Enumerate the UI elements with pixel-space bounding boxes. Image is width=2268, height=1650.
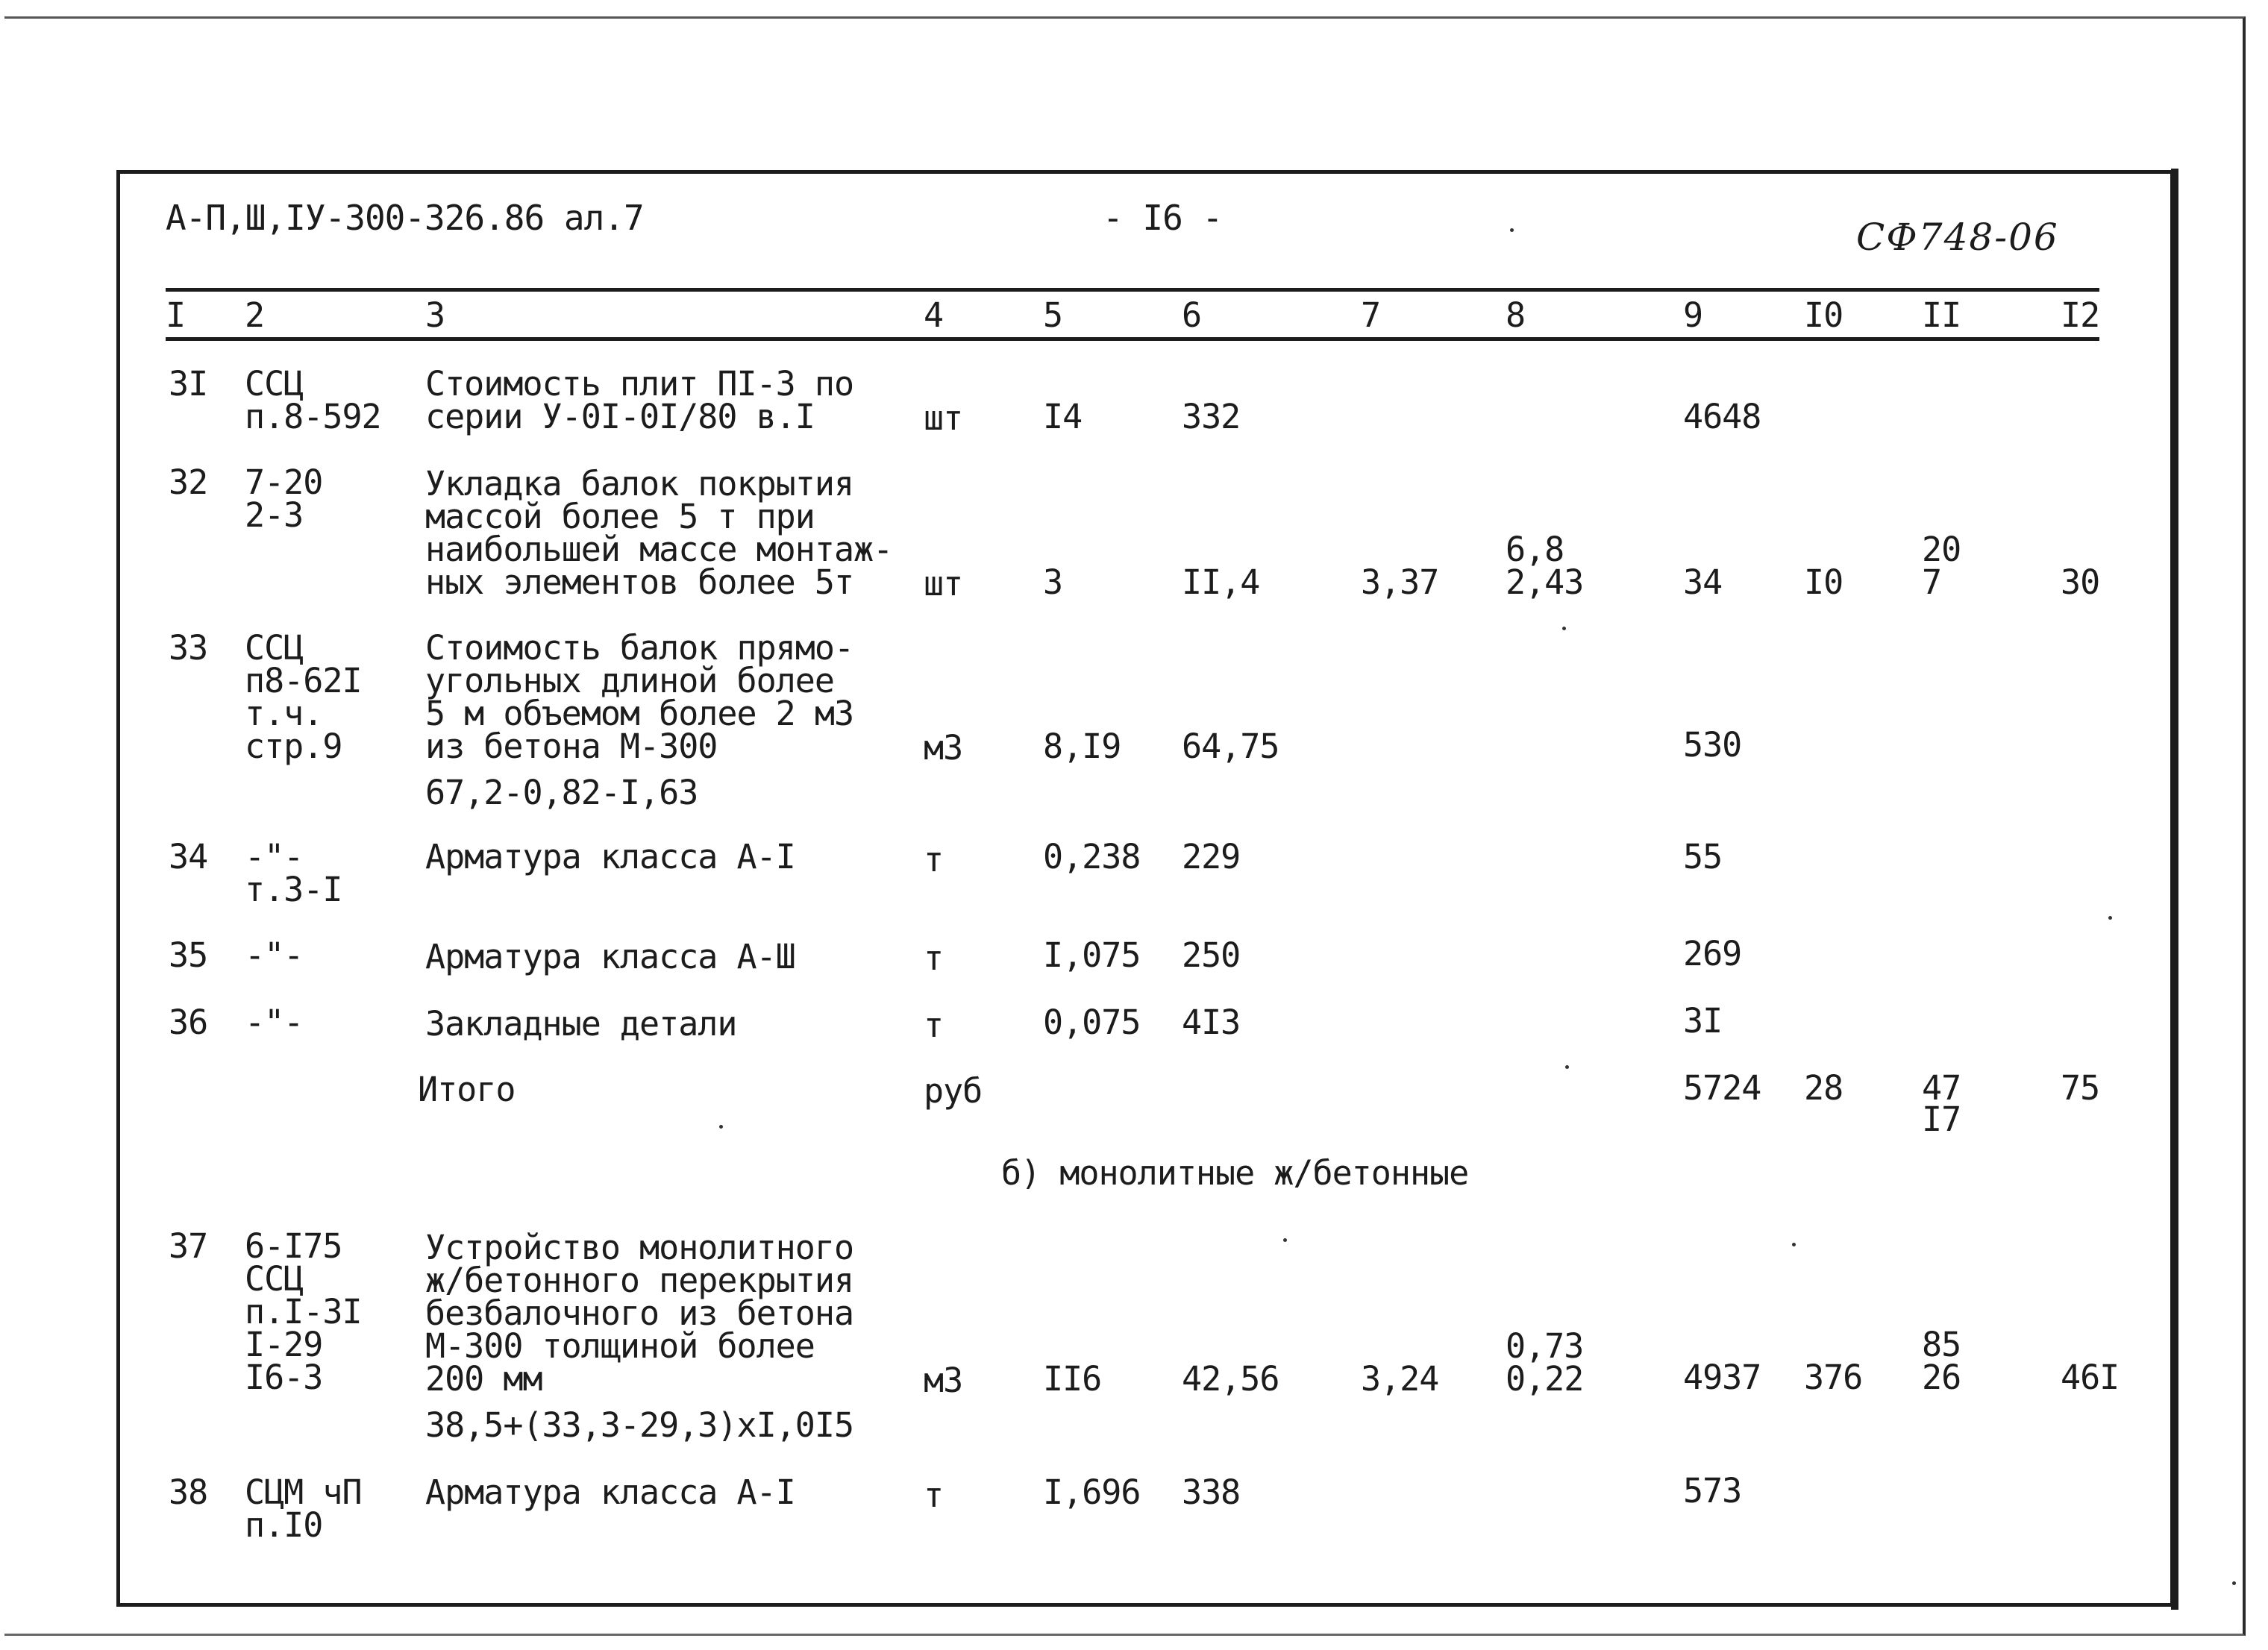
quantity: I,696 — [1043, 1472, 1141, 1512]
total-cost: 530 — [1683, 725, 1742, 765]
calculation-formula: 67,2-0,82-I,63 — [425, 773, 698, 812]
total-cost: 5724 — [1683, 1068, 1761, 1108]
work-description: наибольшей массе монтаж- — [425, 530, 893, 569]
scan-speck — [2232, 1581, 2236, 1585]
rate-code: -"- — [245, 935, 304, 975]
row-number: 32 — [169, 462, 208, 502]
column-11-value: I7 — [1922, 1100, 1961, 1139]
work-description: серии У-0I-0I/80 в.I — [425, 397, 815, 436]
unit: шт — [924, 398, 963, 438]
rate-code: ССЦ — [245, 1259, 304, 1299]
row-number: 37 — [169, 1226, 208, 1266]
unit-price: 4I3 — [1182, 1003, 1241, 1042]
rate-code: I6-3 — [245, 1358, 323, 1397]
rate-code: т.3-I — [245, 870, 342, 909]
work-description: из бетона М-300 — [425, 727, 718, 766]
column-header: 8 — [1506, 295, 1526, 335]
work-description: Укладка балок покрытия — [425, 464, 854, 504]
unit: шт — [924, 564, 963, 603]
unit-price: 250 — [1182, 935, 1241, 975]
column-11-value: 47 — [1922, 1068, 1961, 1108]
rate-code: ССЦ — [245, 364, 304, 404]
rate-code: п.I0 — [245, 1505, 323, 1545]
total-cost: 4937 — [1683, 1358, 1761, 1397]
calculation-formula: 38,5+(33,3-29,3)хI,0I5 — [425, 1405, 854, 1445]
total-cost: 55 — [1683, 837, 1723, 876]
unit-price: II,4 — [1182, 562, 1260, 602]
total-cost: 4648 — [1683, 397, 1761, 436]
quantity: II6 — [1043, 1359, 1102, 1399]
frame-shadow-edge — [2171, 169, 2178, 1610]
rate-code: 6-I75 — [245, 1226, 342, 1266]
table-header-rule — [166, 337, 2099, 341]
unit: т — [924, 938, 944, 978]
work-description: массой более 5 т при — [425, 497, 815, 536]
rate-code: т.ч. — [245, 694, 323, 733]
unit: м3 — [924, 1361, 963, 1400]
scan-speck — [719, 1125, 723, 1129]
total-cost: 573 — [1683, 1471, 1742, 1511]
rate-code: 2-3 — [245, 495, 304, 535]
total-cost: 34 — [1683, 562, 1723, 602]
column-header: 5 — [1043, 295, 1063, 335]
rate-code: -"- — [245, 1003, 304, 1042]
rate-code: ССЦ — [245, 628, 304, 668]
rate-code: I-29 — [245, 1325, 323, 1364]
rate-code: СЦМ чП — [245, 1472, 362, 1512]
column-8-value: 0,73 — [1506, 1326, 1584, 1366]
scan-speck — [1565, 1065, 1569, 1069]
page-number: - I6 - — [1103, 198, 1223, 238]
column-header: II — [1922, 295, 1961, 335]
column-11-value: 26 — [1922, 1358, 1961, 1397]
work-description: угольных длиной более — [425, 661, 834, 700]
column-header: I2 — [2061, 295, 2100, 335]
column-10-value: I0 — [1804, 562, 1843, 602]
column-8-value: 2,43 — [1506, 562, 1584, 602]
total-unit: руб — [924, 1071, 983, 1111]
unit-price: 64,75 — [1182, 727, 1279, 766]
scan-speck — [1283, 1238, 1287, 1242]
scan-speck — [2108, 916, 2112, 920]
total-cost: 3I — [1683, 1001, 1723, 1041]
column-header: 3 — [425, 295, 445, 335]
column-8-value: 0,22 — [1506, 1359, 1584, 1399]
work-description: Арматура класса А-Ш — [425, 937, 795, 976]
section-title: б) монолитные ж/бетонные — [1001, 1153, 1469, 1193]
work-description: ных элементов более 5т — [425, 562, 854, 602]
quantity: I4 — [1043, 397, 1083, 436]
rate-code: п8-62I — [245, 661, 362, 700]
column-11-value: 7 — [1922, 562, 1942, 602]
row-number: 35 — [169, 935, 208, 975]
row-number: 34 — [169, 837, 208, 876]
quantity: I,075 — [1043, 935, 1141, 975]
rate-code: стр.9 — [245, 727, 342, 766]
column-header: I0 — [1804, 295, 1843, 335]
column-11-value: 85 — [1922, 1325, 1961, 1364]
column-12-value: 30 — [2061, 562, 2100, 602]
handwritten-code: СФ748-06 — [1856, 216, 2059, 259]
scan-speck — [1792, 1243, 1796, 1246]
work-description: Устройство монолитного — [425, 1228, 854, 1267]
work-description: безбалочного из бетона — [425, 1293, 854, 1333]
table-top-rule — [166, 288, 2099, 292]
work-description: М-300 толщиной более — [425, 1326, 815, 1366]
row-number: 33 — [169, 628, 208, 668]
document-code: А-П,Ш,IУ-300-326.86 ал.7 — [166, 198, 644, 238]
total-cost: 269 — [1683, 934, 1742, 973]
column-header: 6 — [1182, 295, 1202, 335]
rate-code: -"- — [245, 837, 304, 876]
quantity: 0,075 — [1043, 1003, 1141, 1042]
column-header: 9 — [1683, 295, 1703, 335]
work-description: Стоимость плит ПI-3 по — [425, 364, 854, 404]
unit: т — [924, 840, 944, 879]
column-10-value: 376 — [1804, 1358, 1863, 1397]
column-header: 7 — [1361, 295, 1381, 335]
row-number: 38 — [169, 1472, 208, 1512]
column-7-value: 3,24 — [1361, 1359, 1439, 1399]
unit: т — [924, 1475, 944, 1515]
column-8-value: 6,8 — [1506, 530, 1564, 569]
quantity: 8,I9 — [1043, 727, 1121, 766]
work-description: ж/бетонного перекрытия — [425, 1261, 854, 1300]
row-number: 3I — [169, 364, 208, 404]
column-11-value: 20 — [1922, 530, 1961, 569]
column-header: I — [166, 295, 186, 335]
rate-code: 7-20 — [245, 462, 323, 502]
work-description: 200 мм — [425, 1359, 542, 1399]
scan-speck — [1510, 228, 1514, 232]
unit-price: 42,56 — [1182, 1359, 1279, 1399]
work-description: Стоимость балок прямо- — [425, 628, 854, 668]
unit-price: 332 — [1182, 397, 1241, 436]
column-header: 4 — [924, 295, 944, 335]
work-description: 5 м объемом более 2 м3 — [425, 694, 854, 733]
scan-speck — [1562, 627, 1566, 630]
work-description: Арматура класса А-I — [425, 837, 795, 876]
column-header: 2 — [245, 295, 265, 335]
column-12-value: 75 — [2061, 1068, 2100, 1108]
unit: м3 — [924, 728, 963, 768]
work-description: Арматура класса А-I — [425, 1472, 795, 1512]
total-label: Итого — [418, 1070, 516, 1109]
rate-code: п.I-3I — [245, 1292, 362, 1331]
row-number: 36 — [169, 1003, 208, 1042]
column-12-value: 46I — [2061, 1358, 2120, 1397]
unit-price: 338 — [1182, 1472, 1241, 1512]
quantity: 3 — [1043, 562, 1063, 602]
unit-price: 229 — [1182, 837, 1241, 876]
work-description: Закладные детали — [425, 1004, 737, 1044]
column-7-value: 3,37 — [1361, 562, 1439, 602]
unit: т — [924, 1006, 944, 1045]
column-10-value: 28 — [1804, 1068, 1843, 1108]
quantity: 0,238 — [1043, 837, 1141, 876]
rate-code: п.8-592 — [245, 397, 381, 436]
